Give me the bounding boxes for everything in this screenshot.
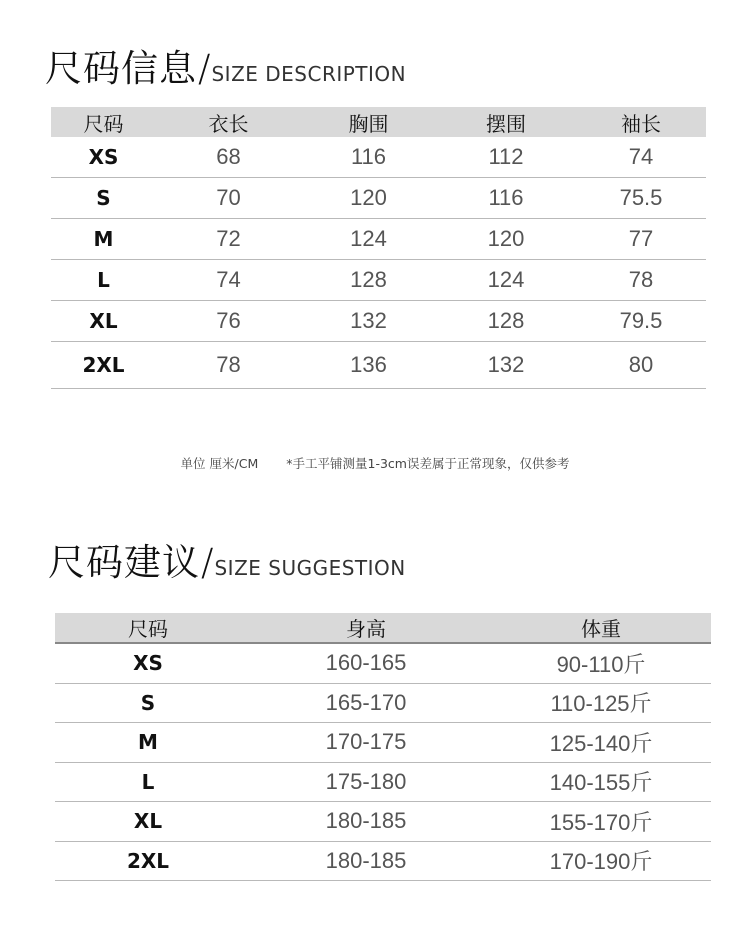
value-cell: 120 [301, 178, 436, 219]
table-row [55, 643, 711, 683]
table-row [55, 762, 711, 802]
table-row [51, 219, 706, 260]
header-cell: 袖长 [576, 107, 706, 137]
table-row [55, 841, 711, 881]
size-cell: L [55, 762, 241, 802]
weight-cell: 170-190斤 [491, 841, 711, 881]
header-cell: 尺码 [55, 613, 241, 643]
size-cell: XS [51, 137, 156, 178]
value-cell: 124 [436, 260, 576, 301]
value-cell: 132 [301, 301, 436, 342]
value-cell: 70 [156, 178, 301, 219]
height-cell: 180-185 [241, 802, 491, 842]
value-cell: 74 [156, 260, 301, 301]
table-row [51, 301, 706, 342]
table-row [55, 683, 711, 723]
header-cell: 摆围 [436, 107, 576, 137]
size-cell: L [51, 260, 156, 301]
size-suggestion-title: 尺码建议 / SIZE SUGGESTION [48, 532, 406, 586]
size-description-table [51, 107, 706, 389]
header-cell: 衣长 [156, 107, 301, 137]
title-en: SIZE DESCRIPTION [211, 62, 407, 86]
weight-cell: 140-155斤 [491, 762, 711, 802]
table-row [55, 802, 711, 842]
value-cell: 128 [436, 301, 576, 342]
size-cell: S [55, 683, 241, 723]
size-cell: XL [51, 301, 156, 342]
height-cell: 160-165 [241, 643, 491, 683]
disclaimer-note: *手工平铺测量1-3cm误差属于正常现象，仅供参考 [286, 456, 570, 471]
table-row [51, 260, 706, 301]
size-cell: 2XL [51, 342, 156, 389]
value-cell: 74 [576, 137, 706, 178]
table-row [51, 178, 706, 219]
table-row [51, 137, 706, 178]
height-cell: 175-180 [241, 762, 491, 802]
header-cell: 体重 [491, 613, 711, 643]
measurement-note [0, 454, 750, 472]
size-cell: M [55, 723, 241, 763]
table-header-row [51, 107, 706, 137]
size-cell: M [51, 219, 156, 260]
header-cell: 胸围 [301, 107, 436, 137]
value-cell: 76 [156, 301, 301, 342]
value-cell: 136 [301, 342, 436, 389]
height-cell: 170-175 [241, 723, 491, 763]
title-en: SIZE SUGGESTION [214, 556, 406, 580]
size-suggestion-table [55, 613, 711, 881]
height-cell: 180-185 [241, 841, 491, 881]
header-cell: 尺码 [51, 107, 156, 137]
height-cell: 165-170 [241, 683, 491, 723]
value-cell: 120 [436, 219, 576, 260]
weight-cell: 90-110斤 [491, 643, 711, 683]
unit-note: 单位 厘米/CM [180, 456, 259, 471]
value-cell: 77 [576, 219, 706, 260]
weight-cell: 125-140斤 [491, 723, 711, 763]
size-cell: 2XL [55, 841, 241, 881]
weight-cell: 155-170斤 [491, 802, 711, 842]
size-description-title: 尺码信息 / SIZE DESCRIPTION [45, 38, 406, 92]
size-cell: S [51, 178, 156, 219]
value-cell: 128 [301, 260, 436, 301]
table-header-row [55, 613, 711, 643]
header-cell: 身高 [241, 613, 491, 643]
value-cell: 78 [156, 342, 301, 389]
value-cell: 75.5 [576, 178, 706, 219]
size-cell: XL [55, 802, 241, 842]
title-cn: 尺码信息 [45, 47, 197, 90]
value-cell: 132 [436, 342, 576, 389]
title-cn: 尺码建议 [48, 541, 200, 584]
value-cell: 78 [576, 260, 706, 301]
value-cell: 124 [301, 219, 436, 260]
table-row [55, 723, 711, 763]
size-cell: XS [55, 643, 241, 683]
value-cell: 112 [436, 137, 576, 178]
value-cell: 68 [156, 137, 301, 178]
value-cell: 72 [156, 219, 301, 260]
value-cell: 116 [301, 137, 436, 178]
weight-cell: 110-125斤 [491, 683, 711, 723]
value-cell: 116 [436, 178, 576, 219]
table-row [51, 342, 706, 389]
value-cell: 79.5 [576, 301, 706, 342]
value-cell: 80 [576, 342, 706, 389]
